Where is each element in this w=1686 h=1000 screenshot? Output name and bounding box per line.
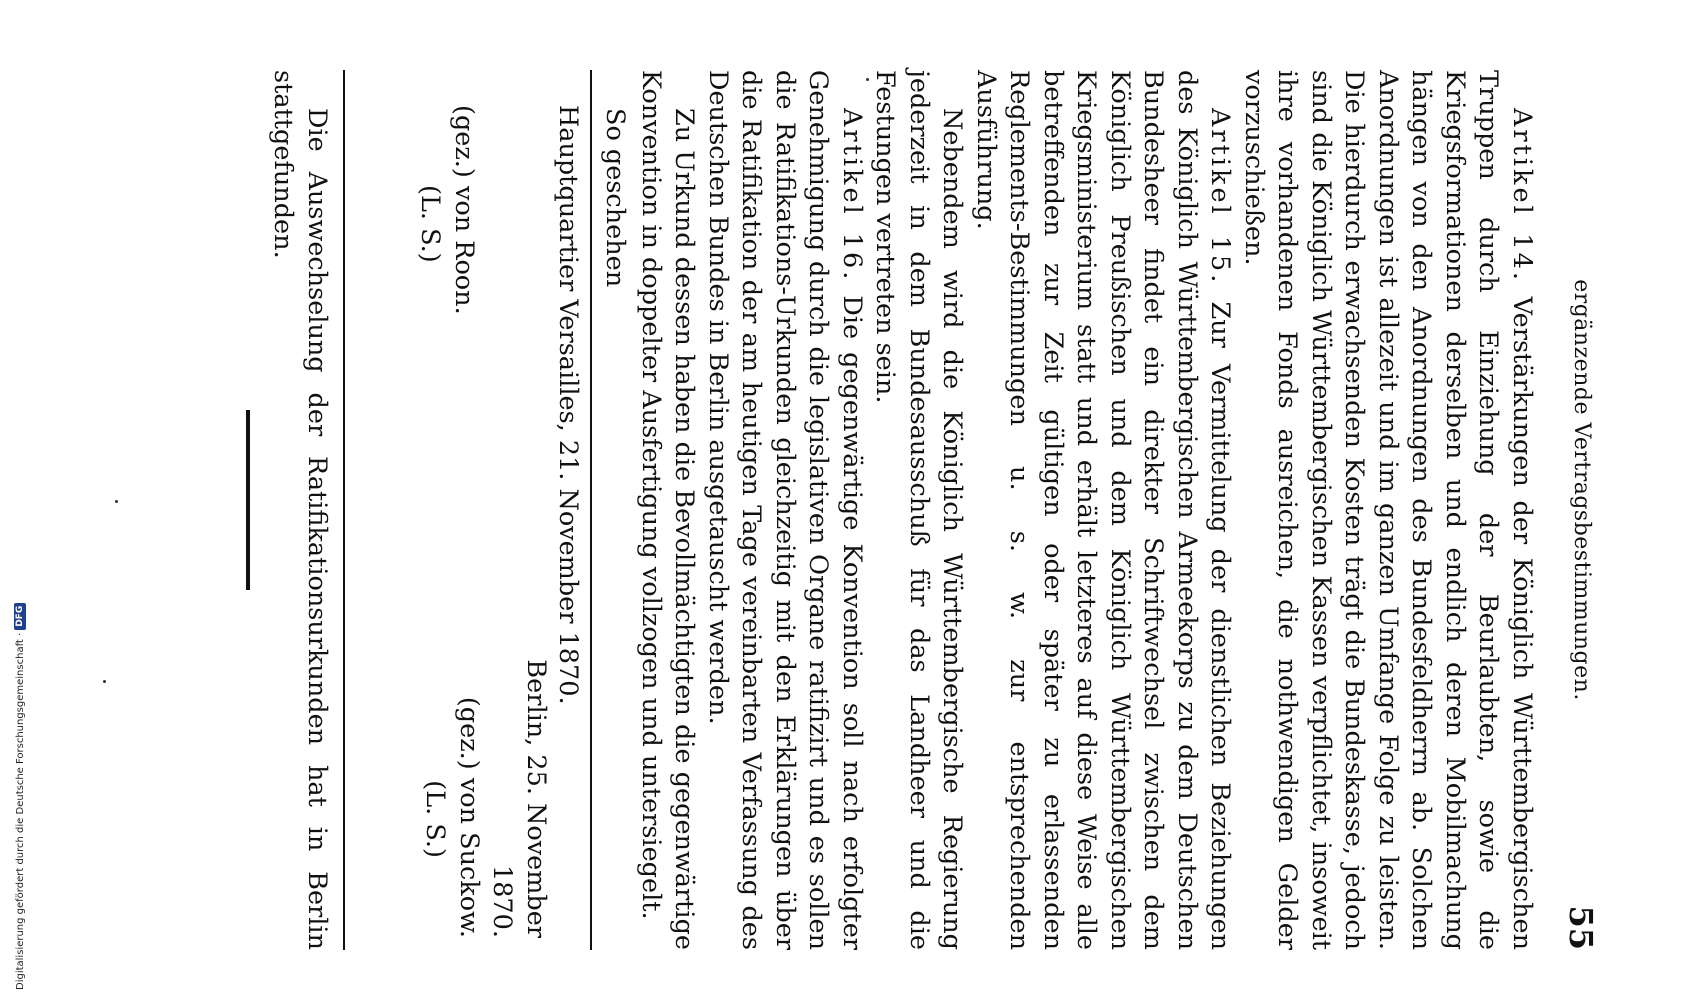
article-15-continuation <box>868 70 969 950</box>
page-body <box>266 70 1538 950</box>
signature-name-suckow: (gez.) von Suckow. <box>454 696 484 938</box>
page-number: 55 <box>1562 905 1600 950</box>
place-date-berlin: Berlin, 25. November 1870. <box>487 659 551 938</box>
end-rule-line <box>246 410 250 590</box>
article-14 <box>1237 70 1539 950</box>
signature-right <box>418 608 550 938</box>
page-header <box>1560 70 1600 950</box>
signature-name-roon: (gez.) von Roon. <box>449 105 479 315</box>
digitization-credit <box>14 603 26 990</box>
dfg-logo: DFG <box>14 603 26 630</box>
closing-line: So geschehen <box>600 108 631 288</box>
article-label: Artikel 15. <box>1205 108 1236 286</box>
place-date-versailles: Hauptquartier Versailles, 21. November 1870. <box>553 105 583 705</box>
article-text: Die gegenwärtige Konvention soll nach erfolgter Genehmigung durch die legislativen Organe ratifizirt und es sollen die Ratifikations-Urkunden gleichzeitig mit den Erklärungen über die Ratifikation der am heutigen Tage vereinbarten Verfassung des Deutschen Bundes in Berlin ausgetauscht werden. <box>703 70 867 951</box>
ratification-note: Die Auswechselung der Ratifikationsurkunden hat in Berlin stattgefunden. <box>268 70 332 950</box>
running-title: ergänzende Vertragsbestimmungen. <box>1569 279 1594 701</box>
scan-speck <box>866 78 869 81</box>
article-text: Verstärkungen der Königlich Württembergischen Truppen durch Einziehung der Beurlaubten, sowie die Kriegsformationen derselben und endlich deren Mobilmachung hängen von den Anordnungen des Bundesfeldherrn ab. Solchen Anordnungen ist allezeit und im ganzen Umfange Folge zu leisten. Die hierdurch erwachsenden Kosten trägt die Bundeskasse, jedoch sind die Königlich Württembergischen Kassen verpflichtet, insoweit ihre vorhandenen Fonds ausreichen, die nothwendigen Gelder vorzuschießen. <box>1239 70 1537 951</box>
attestation-paragraph <box>634 70 701 950</box>
article-text: Nebendem wird die Königlich Württembergische Regierung jederzeit in dem Bundesausschuß für das Landheer und die Festungen vertreten sein. <box>870 70 968 950</box>
rotated-book-page <box>220 70 1600 950</box>
article-text: Zur Vermittelung der dienstlichen Beziehungen des Königlich Württembergischen Armeekorps zu dem Deutschen Bundesheer findet ein direkter Schriftwechsel zwischen dem Königlich Preußischen und dem Königlich Württembergischen Kriegsministerium statt und erhält letzteres auf diese Weise alle betreffenden zur Zeit gültigen oder später zu erlassenden Reglements-Bestimmungen u. s. w. zur entsprechenden Ausführung. <box>971 70 1236 951</box>
article-label: Artikel 16. <box>837 108 867 283</box>
scan-speck <box>115 500 118 503</box>
article-text: Zu Urkund dessen haben die Bevollmächtigten die gegenwärtige Konvention in doppelter Ausfertigung vollzogen und untersiegelt. <box>636 70 700 950</box>
article-15 <box>969 70 1237 950</box>
seal-mark: (L. S.) <box>420 780 451 858</box>
article-label: Artikel 14. <box>1507 108 1537 283</box>
scan-speck <box>103 680 106 683</box>
seal-mark: (L. S.) <box>415 185 446 263</box>
signature-block <box>343 70 592 950</box>
credit-text: Digitalisierung gefördert durch die Deutsche Forschungsgemeinschaft · <box>14 632 26 990</box>
signature-left <box>413 105 480 405</box>
article-16 <box>701 70 869 950</box>
